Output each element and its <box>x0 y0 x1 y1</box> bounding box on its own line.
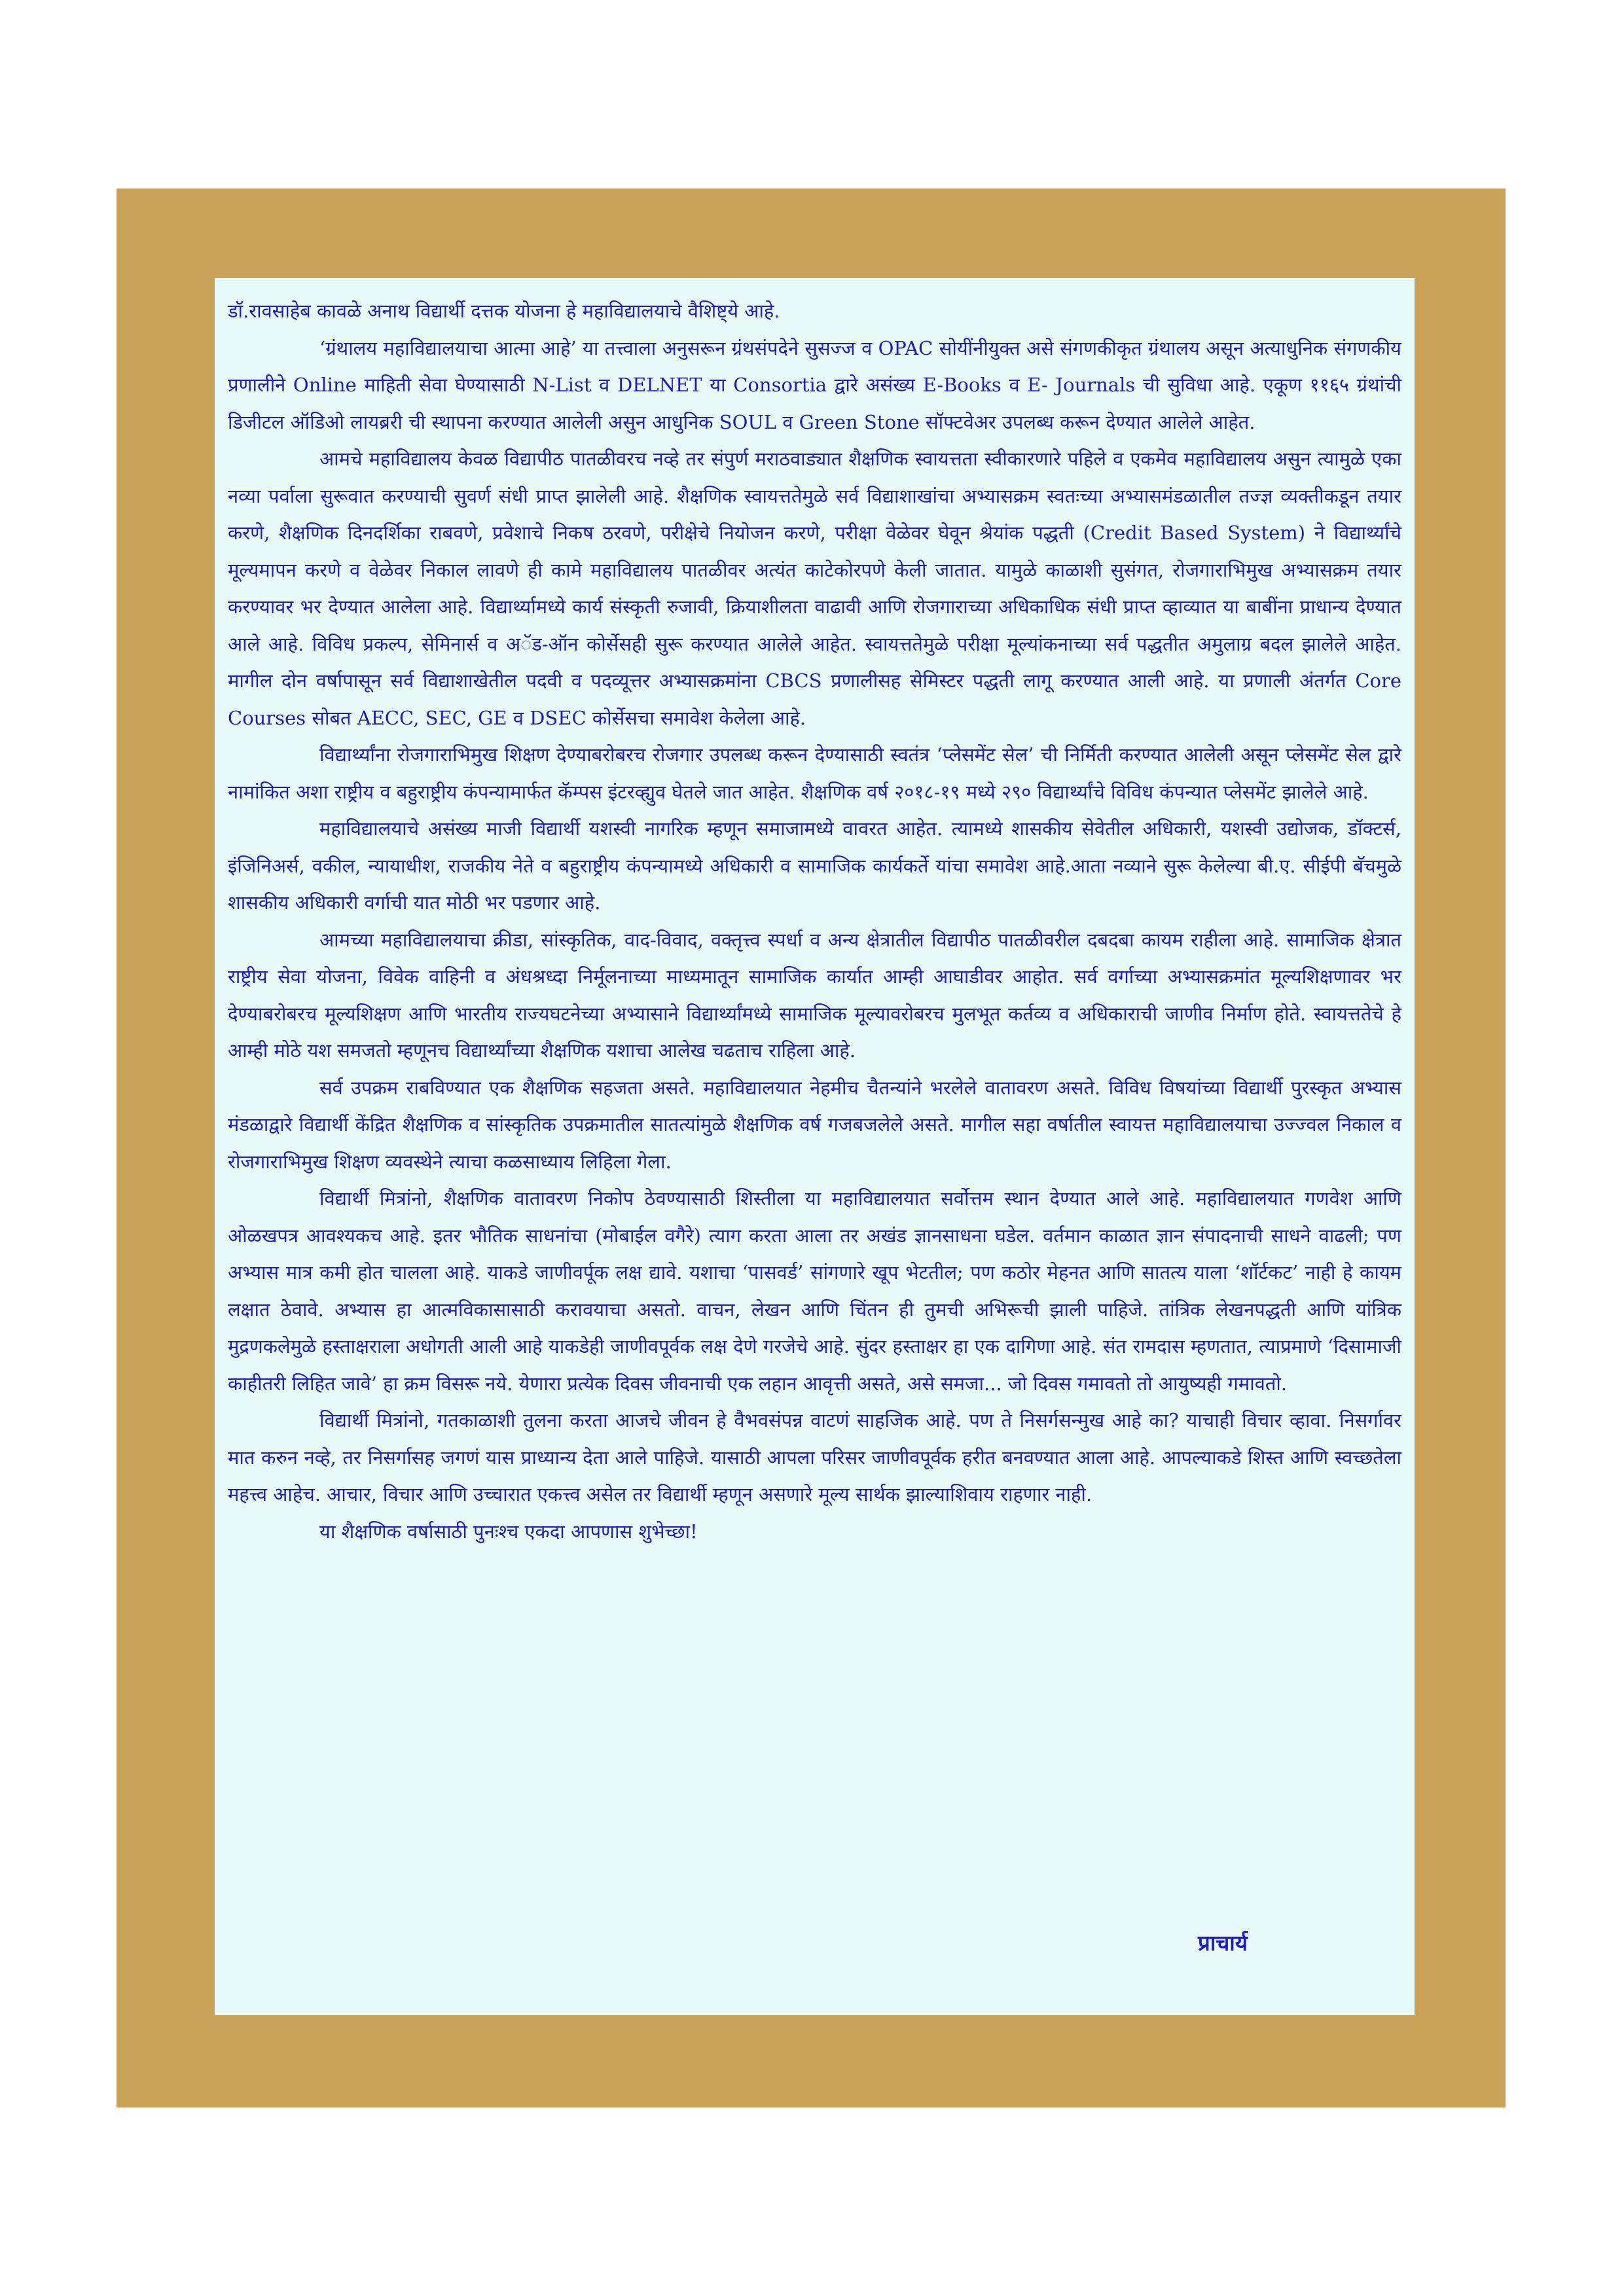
paragraph-1: डॉ.रावसाहेब कावळे अनाथ विद्यार्थी दत्तक योजना हे महाविद्यालयाचे वैशिष्ट्ये आहे. <box>228 300 780 322</box>
paragraph-nature: विद्यार्थी मित्रांनो, गतकाळाशी तुलना करता आजचे जीवन हे वैभवसंपन्न वाटणं साहजिक आहे. पण ते निसर्गसन्मुख आहे का? याचाही विचार व्हावा. निसर्गावर मात करुन नव्हे, तर निसर्गासह जगणं यास प्राध्यान्य देता आले पाहिजे. यासाठी आपला परिसर जाणीवपूर्वक हरीत बनवण्यात आला आहे. आपल्याकडे शिस्त आणि स्वच्छतेला महत्त्व आहेच. आचार, विचार आणि उच्चारात एकत्त्व असेल तर विद्यार्थी म्हणून असणारे मूल्य सार्थक झाल्याशिवाय राहणार नाही. <box>228 1409 1401 1505</box>
paragraph-library: ‘ग्रंथालय महाविद्यालयाचा आत्मा आहे’ या तत्त्वाला अनुसरून ग्रंथसंपदेने सुसज्ज व OPAC सोयींनीयुक्त असे संगणकीकृत ग्रंथालय असून अत्याधुनिक संगणकीय प्रणालीने Online माहिती सेवा घेण्यासाठी N-List व DELNET या Consortia द्वारे असंख्य E-Books व E- Journals ची सुविधा आहे. एकूण ११६५ ग्रंथांची डिजीटल ऑडिओ लायब्ररी ची स्थापना करण्यात आलेली असुन आधुनिक SOUL व Green Stone सॉफ्टवेअर उपलब्ध करून देण्यात आलेले आहेत. <box>228 336 1401 433</box>
paragraph-placement: विद्यार्थ्यांना रोजगाराभिमुख शिक्षण देण्याबरोबरच रोजगार उपलब्ध करून देण्यासाठी स्वतंत्र ‘प्लेसमेंट सेल’ ची निर्मिती करण्यात आलेली असून प्लेसमेंट सेल द्वारे नामांकित अशा राष्ट्रीय व बहुराष्ट्रीय कंपन्यामार्फत कॅम्पस इंटरव्ह्युव घेतले जात आहेत. शैक्षणिक वर्ष २०१८-१९ मध्ये २९० विद्यार्थ्यांचे विविध कंपन्यात प्लेसमेंट झालेले आहे. <box>228 744 1401 803</box>
paragraph-discipline: विद्यार्थी मित्रांनो, शैक्षणिक वातावरण निकोप ठेवण्यासाठी शिस्तीला या महाविद्यालयात सर्वोत्तम स्थान देण्यात आले आहे. महाविद्यालयात गणवेश आणि ओळखपत्र आवश्यकच आहे. इतर भौतिक साधनांचा (मोबाईल वगैरे) त्याग करता आला तर अखंड ज्ञानसाधना घडेल. वर्तमान काळात ज्ञान संपादनाची साधने वाढली; पण अभ्यास मात्र कमी होत चालला आहे. याकडे जाणीवर्पूक लक्ष द्यावे. यशाचा ‘पासवर्ड’ सांगणारे खूप भेटतील; पण कठोर मेहनत आणि सातत्य याला ‘शॉर्टकट’ नाही हे कायम लक्षात ठेवावे. अभ्यास हा आत्मविकासासाठी करावयाचा असतो. वाचन, लेखन आणि चिंतन ही तुमची अभिरूची झाली पाहिजे. तांत्रिक लेखनपद्धती आणि यांत्रिक मुद्रणकलेमुळे हस्ताक्षराला अधोगती आली आहे याकडेही जाणीवपूर्वक लक्ष देणे गरजेचे आहे. सुंदर हस्ताक्षर हा एक दागिणा आहे. संत रामदास म्हणतात, त्याप्रमाणे ‘दिसामाजी काहीतरी लिहित जावे’ हा क्रम विसरू नये. येणारा प्रत्येक दिवस जीवनाची एक लहान आवृत्ती असते, असे समजा... जो दिवस गमावतो तो आयुष्यही गमावतो. <box>228 1187 1401 1395</box>
letter-panel <box>215 278 1415 2015</box>
paragraph-autonomy: आमचे महाविद्यालय केवळ विद्यापीठ पातळीवरच नव्हे तर संपुर्ण मराठवाड्यात शैक्षणिक स्वायत्तता स्वीकारणारे पहिले व एकमेव महाविद्यालय असुन त्यामुळे एका नव्या पर्वाला सुरूवात करण्याची सुवर्ण संधी प्राप्त झालेली आहे. शैक्षणिक स्वायत्ततेमुळे सर्व विद्याशाखांचा अभ्यासक्रम स्वतःच्या अभ्यासमंडळातील तज्ज्ञ व्यक्तीकडून तयार करणे, शैक्षणिक दिनदर्शिका राबवणे, प्रवेशाचे निकष ठरवणे, परीक्षेचे नियोजन करणे, परीक्षा वेळेवर घेवून श्रेयांक पद्धती (Credit Based System) ने विद्यार्थ्यांचे मूल्यमापन करणे व वेळेवर निकाल लावणे ही कामे महाविद्यालय पातळीवर अत्यंत काटेकोरपणे केली जातात. यामुळे काळाशी सुसंगत, रोजगाराभिमुख अभ्यासक्रम तयार करण्यावर भर देण्यात आलेला आहे. विद्यार्थ्यामध्ये कार्य संस्कृती रुजावी, क्रियाशीलता वाढावी आणि रोजगाराच्या अधिकाधिक संधी प्राप्त व्हाव्यात या बाबींना प्राधान्य देण्यात आले आहे. विविध प्रकल्प, सेमिनार्स व अॅड-ऑन कोर्सेसही सुरू करण्यात आलेले आहेत. स्वायत्ततेमुळे परीक्षा मूल्यांकनाच्या सर्व पद्धतीत अमुलाग्र बदल झालेले आहेत. मागील दोन वर्षापासून सर्व विद्याशाखेतील पदवी व पदव्यूत्तर अभ्यासक्रमांना CBCS प्रणालीसह सेमिस्टर पद्धती लागू करण्यात आली आहे. या प्रणाली अंतर्गत Core Courses सोबत AECC, SEC, GE व DSEC कोर्सेसचा समावेश केलेला आहे. <box>228 448 1401 729</box>
paragraph-academic-ease: सर्व उपक्रम राबविण्यात एक शैक्षणिक सहजता असते. महाविद्यालयात नेहमीच चैतन्यांने भरलेले वातावरण असते. विविध विषयांच्या विद्यार्थी पुरस्कृत अभ्यास मंडळाद्वारे विद्यार्थी केंद्रित शैक्षणिक व सांस्कृतिक उपक्रमातील सातत्यांमुळे शैक्षणिक वर्ष गजबजलेले असते. मागील सहा वर्षातील स्वायत्त महाविद्यालयाचा उज्ज्वल निकाल व रोजगाराभिमुख शिक्षण व्यवस्थेने त्याचा कळसाध्याय लिहिला गेला. <box>228 1076 1401 1173</box>
paragraph-activities: आमच्या महाविद्यालयाचा क्रीडा, सांस्कृतिक, वाद-विवाद, वक्तृत्त्व स्पर्धा व अन्य क्षेत्रातील विद्यापीठ पातळीवरील दबदबा कायम राहीला आहे. सामाजिक क्षेत्रात राष्ट्रीय सेवा योजना, विवेक वाहिनी व अंधश्रध्दा निर्मूलनाच्या माध्यमातून सामाजिक कार्यात आम्ही आघाडीवर आहोत. सर्व वर्गाच्या अभ्यासक्रमांत मूल्यशिक्षणावर भर देण्याबरोबरच मूल्यशिक्षण आणि भारतीय राज्यघटनेच्या अभ्यासाने विद्यार्थ्यांमध्ये सामाजिक मूल्यावरोबरच मुलभूत कर्तव्य व अधिकाराची जाणीव निर्माण होते. स्वायत्ततेचे हे आम्ही मोठे यश समजतो म्हणूनच विद्यार्थ्यांच्या शैक्षणिक यशाचा आलेख चढताच राहिला आहे. <box>228 928 1401 1062</box>
letter-body <box>228 293 1401 1550</box>
paragraph-wishes: या शैक्षणिक वर्षासाठी पुनःश्च एकदा आपणास शुभेच्छा! <box>319 1520 698 1543</box>
signature-principal: प्राचार्य <box>1198 1930 1248 1956</box>
paragraph-alumni: महाविद्यालयाचे असंख्य माजी विद्यार्थी यशस्वी नागरिक म्हणून समाजामध्ये वावरत आहेत. त्यामध्ये शासकीय सेवेतील अधिकारी, यशस्वी उद्योजक, डॉक्टर्स, इंजिनिअर्स, वकील, न्यायाधीश, राजकीय नेते व बहुराष्ट्रीय कंपन्यामध्ये अधिकारी व सामाजिक कार्यकर्ते यांचा समावेश आहे.आता नव्याने सुरू केलेल्या बी.ए. सीईपी बॅचमुळे शासकीय अधिकारी वर्गाची यात मोठी भर पडणार आहे. <box>228 817 1401 914</box>
